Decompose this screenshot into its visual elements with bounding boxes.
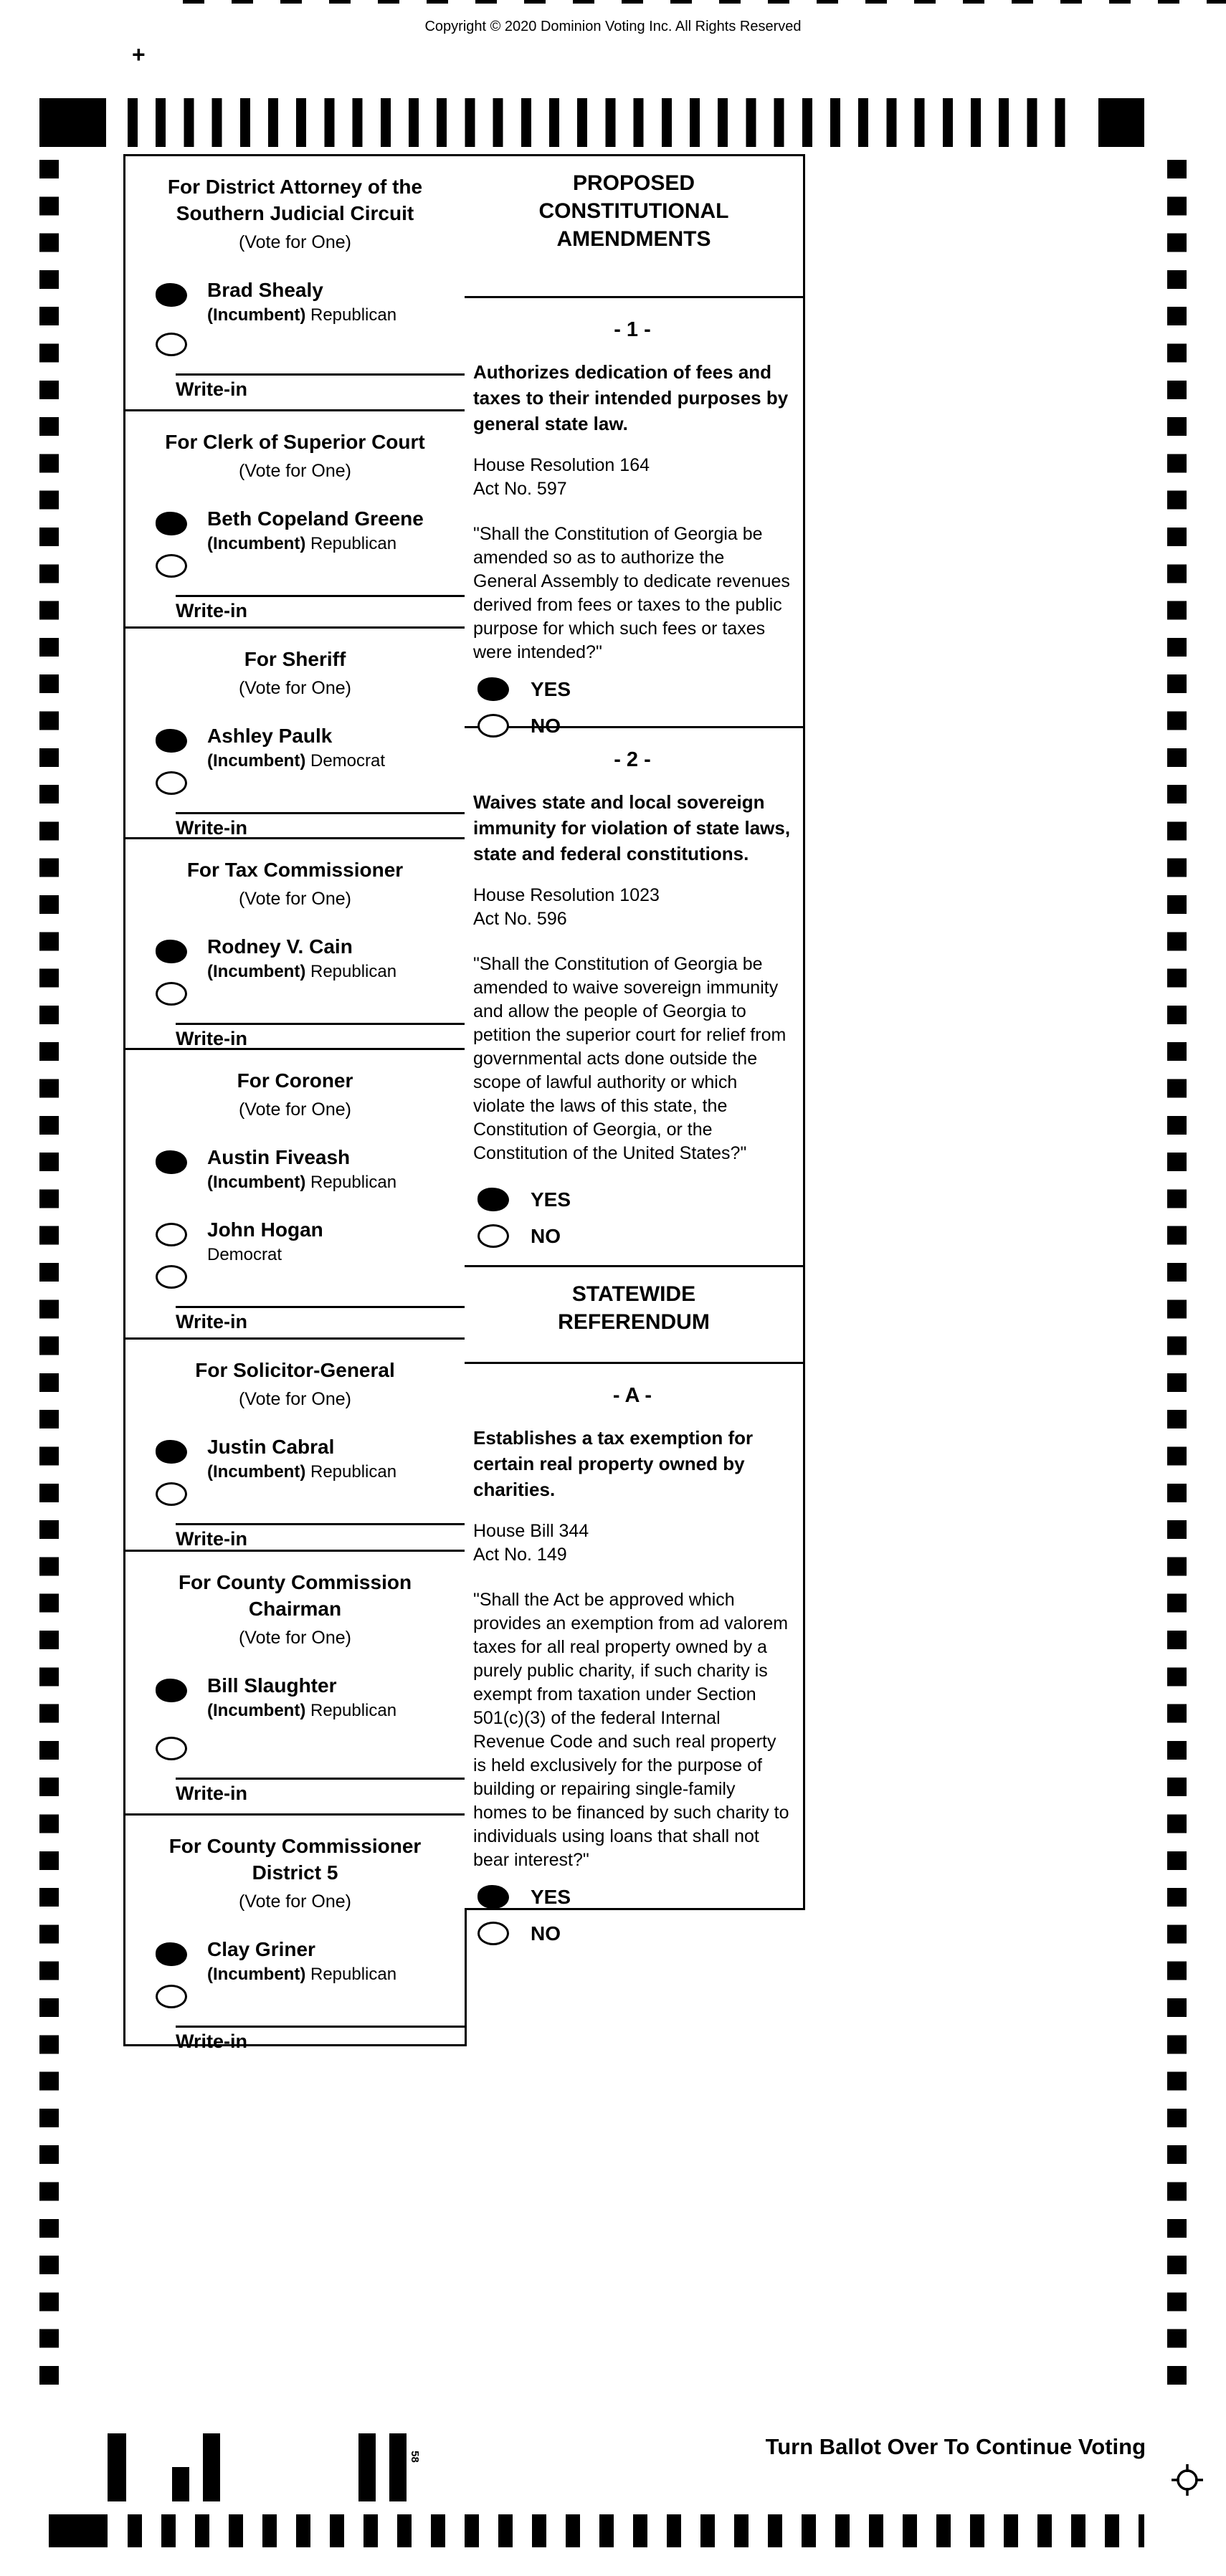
incumbent-label: (Incumbent) bbox=[207, 751, 306, 771]
incumbent-label: (Incumbent) bbox=[207, 534, 306, 553]
write-in-line[interactable] bbox=[176, 812, 465, 814]
write-in-label: Write-in bbox=[176, 600, 247, 621]
contest-title-line: For Coroner bbox=[237, 1069, 353, 1092]
write-in-block bbox=[136, 1482, 455, 1550]
measure-number: - A - bbox=[612, 1384, 652, 1407]
contest-title bbox=[136, 429, 455, 482]
contest-title-line: For Solicitor-General bbox=[195, 1359, 395, 1381]
contest-county-commissioner-district-5 bbox=[125, 1816, 465, 2052]
stub-code: 58 bbox=[408, 2451, 421, 2463]
marked-yes-oval[interactable] bbox=[477, 1188, 509, 1211]
top-edge-dashes bbox=[183, 0, 1226, 4]
write-in-line[interactable] bbox=[176, 595, 465, 597]
yes-choice-row bbox=[477, 1188, 792, 1211]
contest-tax-commissioner bbox=[125, 839, 465, 1050]
measure-references bbox=[473, 884, 792, 931]
vote-for-one-label: (Vote for One) bbox=[238, 678, 352, 698]
timing-squares bbox=[128, 2514, 1144, 2547]
amendments-header-line: AMENDMENTS bbox=[556, 227, 711, 251]
contest-solicitor-general bbox=[125, 1340, 465, 1552]
measure-amendment-1 bbox=[465, 298, 803, 737]
party-label: Republican bbox=[310, 534, 397, 553]
measure-summary: Waives state and local sovereign immunity for violation of state laws, state and federal constitutions. bbox=[473, 791, 791, 864]
candidate-party bbox=[207, 1173, 396, 1193]
write-in-line[interactable] bbox=[176, 1306, 465, 1308]
turn-ballot-over-notice: Turn Ballot Over To Continue Voting bbox=[765, 2434, 1146, 2459]
write-in-line[interactable] bbox=[176, 2026, 465, 2028]
candidate-party bbox=[207, 1965, 396, 1985]
timing-block-left bbox=[39, 98, 106, 147]
write-in-block bbox=[136, 333, 455, 401]
incumbent-label: (Incumbent) bbox=[207, 962, 306, 981]
contest-title-line: For Sheriff bbox=[244, 648, 346, 670]
no-choice-row bbox=[477, 714, 792, 738]
measure-references bbox=[473, 1520, 792, 1567]
referendum-header-line: REFERENDUM bbox=[558, 1310, 710, 1334]
incumbent-label: (Incumbent) bbox=[207, 1173, 306, 1192]
write-in-oval[interactable] bbox=[156, 554, 187, 578]
barcode-bar bbox=[172, 2467, 189, 2501]
marked-candidate-oval[interactable] bbox=[156, 1440, 187, 1464]
measure-question: "Shall the Constitution of Georgia be amended to waive sovereign immunity and allow the people of Georgia to petition the superior court for relief from governmental acts done outside the scope of lawful authority or which violate the laws of this state, the Constitution of Georgia, or the Constitution of the United States?" bbox=[473, 954, 787, 1163]
measure-reference-line: House Resolution 1023 bbox=[473, 885, 660, 905]
contest-title-line: For County Commission bbox=[178, 1571, 412, 1593]
write-in-block bbox=[136, 982, 455, 1050]
candidate-text bbox=[207, 1146, 396, 1193]
marked-candidate-oval[interactable] bbox=[156, 729, 187, 753]
candidate-party bbox=[207, 1701, 396, 1721]
contests-column bbox=[123, 154, 467, 2052]
write-in-block bbox=[136, 554, 455, 622]
contest-title bbox=[136, 857, 455, 910]
candidate-party bbox=[207, 1462, 396, 1482]
candidate-text bbox=[207, 279, 396, 325]
measure-reference-line: Act No. 597 bbox=[473, 479, 567, 499]
yes-label: YES bbox=[531, 1885, 571, 1908]
party-label: Republican bbox=[310, 962, 397, 981]
measure-referendum-a bbox=[465, 1364, 803, 1945]
right-timing-marks bbox=[1167, 160, 1187, 2385]
yes-choice-row bbox=[477, 1885, 792, 1909]
contest-coroner bbox=[125, 1050, 465, 1340]
candidate-name: Clay Griner bbox=[207, 1938, 315, 1960]
contest-title bbox=[136, 1569, 455, 1649]
marked-candidate-oval[interactable] bbox=[156, 940, 187, 963]
empty-no-oval[interactable] bbox=[477, 1224, 509, 1248]
measure-reference-line: House Resolution 164 bbox=[473, 455, 650, 475]
candidate-text bbox=[207, 1938, 396, 1985]
referendum-header bbox=[465, 1267, 803, 1364]
party-label: Democrat bbox=[310, 751, 386, 771]
vote-for-one-label: (Vote for One) bbox=[238, 1892, 352, 1912]
contest-title-line: District 5 bbox=[252, 1861, 338, 1884]
marked-candidate-oval[interactable] bbox=[156, 283, 187, 307]
vote-for-one-label: (Vote for One) bbox=[238, 889, 352, 909]
contest-title bbox=[136, 1067, 455, 1120]
candidate-name: Brad Shealy bbox=[207, 279, 323, 301]
candidate-name: Beth Copeland Greene bbox=[207, 507, 424, 530]
top-timing-band bbox=[39, 98, 1144, 147]
candidate-party bbox=[207, 534, 424, 554]
write-in-oval[interactable] bbox=[156, 1265, 187, 1289]
candidate-row bbox=[156, 935, 455, 982]
candidate-row bbox=[156, 279, 455, 325]
write-in-block bbox=[136, 771, 455, 839]
candidate-row bbox=[156, 1674, 455, 1721]
marked-candidate-oval[interactable] bbox=[156, 1942, 187, 1966]
party-label: Democrat bbox=[207, 1245, 282, 1264]
write-in-oval[interactable] bbox=[156, 1985, 187, 2008]
contest-title-line: For Tax Commissioner bbox=[186, 859, 404, 881]
party-label: Republican bbox=[310, 1173, 397, 1192]
yes-label: YES bbox=[531, 1188, 571, 1211]
contest-clerk-superior-court bbox=[125, 411, 465, 629]
amendments-header-line: CONSTITUTIONAL bbox=[538, 199, 729, 223]
write-in-block bbox=[136, 1265, 455, 1333]
no-label: NO bbox=[531, 714, 561, 737]
candidate-name: Justin Cabral bbox=[207, 1436, 335, 1458]
candidate-name: Rodney V. Cain bbox=[207, 935, 353, 958]
candidate-name: Bill Slaughter bbox=[207, 1674, 337, 1697]
incumbent-label: (Incumbent) bbox=[207, 305, 306, 325]
candidate-text bbox=[207, 1674, 396, 1721]
contest-title-line: For Clerk of Superior Court bbox=[165, 431, 425, 453]
barcode-bar bbox=[389, 2433, 407, 2501]
measure-question: "Shall the Constitution of Georgia be amended so as to authorize the General Assembly to dedicate revenues derived from fees or taxes to the public purpose for which such fees or taxes were intended?" bbox=[473, 524, 790, 662]
write-in-line[interactable] bbox=[176, 1778, 465, 1780]
measure-choices bbox=[473, 664, 792, 740]
ballot-stub-barcode bbox=[108, 2433, 437, 2501]
vote-for-one-label: (Vote for One) bbox=[238, 1628, 352, 1648]
contest-sheriff bbox=[125, 629, 465, 839]
measure-number: - 2 - bbox=[614, 748, 651, 771]
measure-summary: Authorizes dedication of fees and taxes to their intended purposes by general state law. bbox=[473, 361, 789, 434]
measure-choices bbox=[473, 1175, 792, 1251]
contest-county-commission-chairman bbox=[125, 1552, 465, 1816]
write-in-block bbox=[136, 1737, 455, 1805]
write-in-label: Write-in bbox=[176, 1311, 247, 1332]
write-in-label: Write-in bbox=[176, 817, 247, 839]
party-label: Republican bbox=[310, 1965, 397, 1984]
no-choice-row bbox=[477, 1224, 792, 1248]
vote-for-one-label: (Vote for One) bbox=[238, 1099, 352, 1120]
candidate-row bbox=[156, 507, 455, 554]
candidate-row bbox=[156, 1146, 455, 1193]
incumbent-label: (Incumbent) bbox=[207, 1462, 306, 1482]
timing-block-right bbox=[1098, 98, 1144, 147]
candidate-row bbox=[156, 1436, 455, 1482]
barcode-bar bbox=[108, 2433, 126, 2501]
timing-bars bbox=[128, 98, 1083, 147]
write-in-oval[interactable] bbox=[156, 1482, 187, 1506]
candidate-row bbox=[156, 725, 455, 771]
candidate-text bbox=[207, 1218, 323, 1265]
barcode-bar bbox=[203, 2433, 220, 2501]
write-in-oval[interactable] bbox=[156, 333, 187, 356]
contest-title-line: Chairman bbox=[248, 1598, 342, 1620]
left-timing-marks bbox=[39, 160, 59, 2385]
measures-column bbox=[465, 154, 805, 1945]
measure-reference-line: House Bill 344 bbox=[473, 1521, 589, 1541]
registration-plus-mark: + bbox=[132, 42, 146, 67]
candidate-text bbox=[207, 1436, 396, 1482]
measure-reference-line: Act No. 149 bbox=[473, 1545, 567, 1565]
write-in-block bbox=[136, 1985, 455, 2053]
yes-label: YES bbox=[531, 677, 571, 700]
copyright-line: Copyright © 2020 Dominion Voting Inc. All Rights Reserved bbox=[424, 19, 802, 34]
contest-title-line: For County Commissioner bbox=[168, 1835, 422, 1857]
contest-title bbox=[136, 173, 455, 253]
marked-yes-oval[interactable] bbox=[477, 677, 509, 701]
candidate-party bbox=[207, 1245, 323, 1265]
measure-question: "Shall the Act be approved which provides an exemption from ad valorem taxes for all real property owned by a purely public charity, if such charity is exempt from taxation under Section 501(c)(3) of the federal Internal Revenue Code and such real property is held exclusively for the purpose of building or repairing single-family homes to be financed by such charity to individuals using loans that shall not bear interest?" bbox=[473, 1590, 789, 1870]
marked-candidate-oval[interactable] bbox=[156, 1679, 187, 1702]
yes-choice-row bbox=[477, 677, 792, 701]
amendments-header-line: PROPOSED bbox=[572, 171, 695, 195]
measure-number: - 1 - bbox=[614, 318, 651, 341]
timing-block-left bbox=[49, 2514, 108, 2547]
party-label: Republican bbox=[310, 305, 397, 325]
party-label: Republican bbox=[310, 1701, 397, 1720]
contest-district-attorney bbox=[125, 156, 465, 411]
write-in-line[interactable] bbox=[176, 373, 465, 376]
measure-summary: Establishes a tax exemption for certain real property owned by charities. bbox=[473, 1427, 754, 1500]
barcode-bar bbox=[358, 2433, 376, 2501]
registration-target-icon bbox=[1170, 2463, 1204, 2501]
measure-references bbox=[473, 454, 792, 501]
contest-title bbox=[136, 1833, 455, 1912]
candidate-party bbox=[207, 751, 385, 771]
candidate-text bbox=[207, 725, 385, 771]
bottom-timing-band bbox=[49, 2514, 1144, 2547]
write-in-label: Write-in bbox=[176, 1783, 247, 1804]
contest-title-line: For District Attorney of the bbox=[167, 176, 423, 198]
candidate-name: Austin Fiveash bbox=[207, 1146, 351, 1168]
incumbent-label: (Incumbent) bbox=[207, 1701, 306, 1720]
write-in-line[interactable] bbox=[176, 1023, 465, 1025]
contest-title-line: Southern Judicial Circuit bbox=[176, 202, 414, 224]
contest-title bbox=[136, 646, 455, 699]
candidate-text bbox=[207, 935, 396, 982]
no-choice-row bbox=[477, 1922, 792, 1945]
write-in-oval[interactable] bbox=[156, 1737, 187, 1760]
empty-no-oval[interactable] bbox=[477, 714, 509, 738]
marked-yes-oval[interactable] bbox=[477, 1885, 509, 1909]
candidate-party bbox=[207, 962, 396, 982]
marked-candidate-oval[interactable] bbox=[156, 1150, 187, 1174]
party-label: Republican bbox=[310, 1462, 397, 1482]
contest-title bbox=[136, 1357, 455, 1410]
measure-amendment-2 bbox=[465, 728, 803, 1267]
measure-choices bbox=[473, 1872, 792, 1948]
vote-for-one-label: (Vote for One) bbox=[238, 1389, 352, 1409]
write-in-oval[interactable] bbox=[156, 982, 187, 1006]
write-in-line[interactable] bbox=[176, 1523, 465, 1525]
candidate-party bbox=[207, 305, 396, 325]
vote-for-one-label: (Vote for One) bbox=[238, 461, 352, 481]
measure-reference-line: Act No. 596 bbox=[473, 909, 567, 929]
marked-candidate-oval[interactable] bbox=[156, 512, 187, 535]
candidate-text bbox=[207, 507, 424, 554]
write-in-label: Write-in bbox=[176, 1028, 247, 1049]
write-in-label: Write-in bbox=[176, 2031, 247, 2052]
empty-candidate-oval[interactable] bbox=[156, 1223, 187, 1246]
write-in-oval[interactable] bbox=[156, 771, 187, 795]
write-in-label: Write-in bbox=[176, 1528, 247, 1550]
candidate-row bbox=[156, 1938, 455, 1985]
candidate-name: John Hogan bbox=[207, 1218, 323, 1241]
referendum-header-line: STATEWIDE bbox=[571, 1282, 696, 1306]
no-label: NO bbox=[531, 1224, 561, 1247]
write-in-label: Write-in bbox=[176, 378, 247, 400]
no-label: NO bbox=[531, 1922, 561, 1945]
incumbent-label: (Incumbent) bbox=[207, 1965, 306, 1984]
vote-for-one-label: (Vote for One) bbox=[238, 232, 352, 252]
candidate-name: Ashley Paulk bbox=[207, 725, 333, 747]
empty-no-oval[interactable] bbox=[477, 1922, 509, 1945]
candidate-row bbox=[156, 1218, 455, 1265]
amendments-header bbox=[465, 156, 803, 298]
